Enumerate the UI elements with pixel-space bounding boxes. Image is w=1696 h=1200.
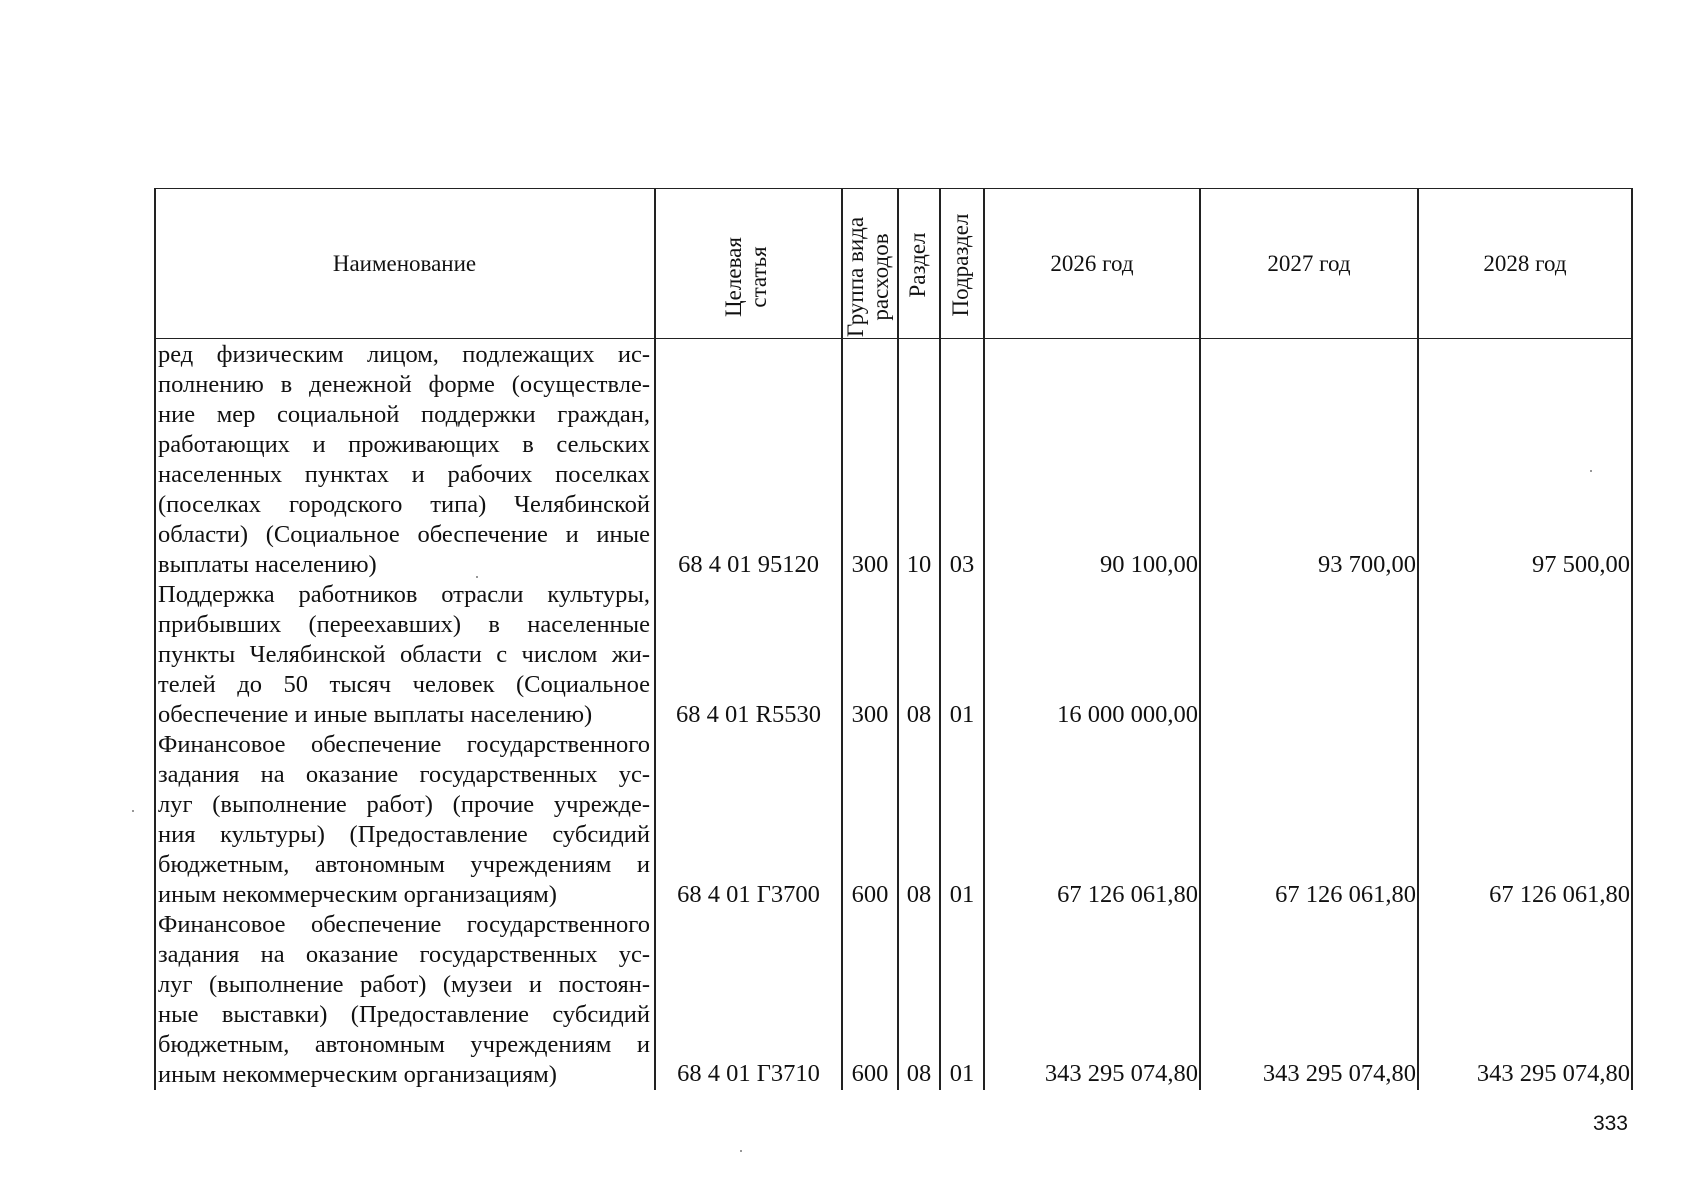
table-row-name: Поддержка работников отрасли культуры, прибывших (переехавших) в населенные пункты Челябинской области с числом жи- телей до 50 тысяч человек (Социальное обеспечение и иные выплаты населению): [158, 581, 650, 728]
table-row-name: ред физическим лицом, подлежащих ис- полнению в денежной форме (осуществле- ние мер социальной поддержки граждан, работающих и проживающих в сельских населенных пунктах и рабочих поселках (поселках городского типа) Челябинской области) (Социальное обеспечение и иные выплаты населению): [158, 341, 650, 578]
row-target-article: 68 4 01 Г3700: [677, 881, 820, 908]
row-target-article: 68 4 01 95120: [678, 551, 819, 578]
header-year-2026: 2026 год: [1050, 251, 1134, 276]
row-value-2027: 343 295 074,80: [1262, 1060, 1416, 1087]
table-row-name: Финансовое обеспечение государственного задания на оказание государственных ус- луг (выполнение работ) (музеи и постоян- ные выставки) (Предоставление субсидий бюджетным, автономным учреждениям и иным некоммерческим организациям): [158, 911, 650, 1088]
header-expense-group: Группа вида расходов: [843, 216, 893, 338]
row-expense-group: 600: [851, 881, 889, 908]
table-right-border: [1631, 188, 1633, 1090]
row-value-2027: 67 126 061,80: [1275, 881, 1416, 908]
row-expense-group: 300: [851, 701, 889, 728]
column-divider: [939, 188, 941, 1090]
header-year-2027: 2027 год: [1267, 251, 1351, 276]
row-value-2026: 90 100,00: [1100, 551, 1198, 578]
scan-speck: [132, 810, 134, 812]
row-value-2026: 16 000 000,00: [1057, 701, 1198, 728]
row-value-2026: 343 295 074,80: [1044, 1060, 1198, 1087]
row-expense-group: 600: [851, 1060, 889, 1087]
header-section: Раздел: [905, 232, 930, 298]
row-subsection: 03: [949, 551, 975, 578]
row-section: 08: [906, 881, 932, 908]
row-subsection: 01: [949, 1060, 975, 1087]
row-target-article: 68 4 01 R5530: [676, 701, 821, 728]
table-row-name: Финансовое обеспечение государственного задания на оказание государственных ус- луг (выполнение работ) (прочие учрежде- ния культуры) (Предоставление субсидий бюджетным, автономным учреждениям и иным некоммерческим организациям): [158, 731, 650, 908]
scan-speck: [476, 576, 478, 578]
header-year-2028: 2028 год: [1483, 251, 1567, 276]
column-divider: [654, 188, 656, 1090]
row-section: 08: [906, 1060, 932, 1087]
row-section: 08: [906, 701, 932, 728]
scan-speck: [740, 1150, 742, 1152]
row-subsection: 01: [949, 701, 975, 728]
row-value-2028: 97 500,00: [1532, 551, 1630, 578]
row-target-article: 68 4 01 Г3710: [677, 1060, 820, 1087]
scan-speck: [1590, 470, 1592, 472]
header-subsection: Подраздел: [948, 213, 973, 317]
row-section: 10: [906, 551, 932, 578]
row-value-2028: 67 126 061,80: [1489, 881, 1630, 908]
row-value-2028: 343 295 074,80: [1476, 1060, 1630, 1087]
row-value-2027: 93 700,00: [1318, 551, 1416, 578]
page-number: 333: [1592, 1112, 1628, 1135]
row-subsection: 01: [949, 881, 975, 908]
header-name: Наименование: [332, 251, 477, 276]
column-divider: [897, 188, 899, 1090]
header-target-article: Целевая статья: [721, 237, 771, 317]
row-value-2026: 67 126 061,80: [1057, 881, 1198, 908]
row-expense-group: 300: [851, 551, 889, 578]
